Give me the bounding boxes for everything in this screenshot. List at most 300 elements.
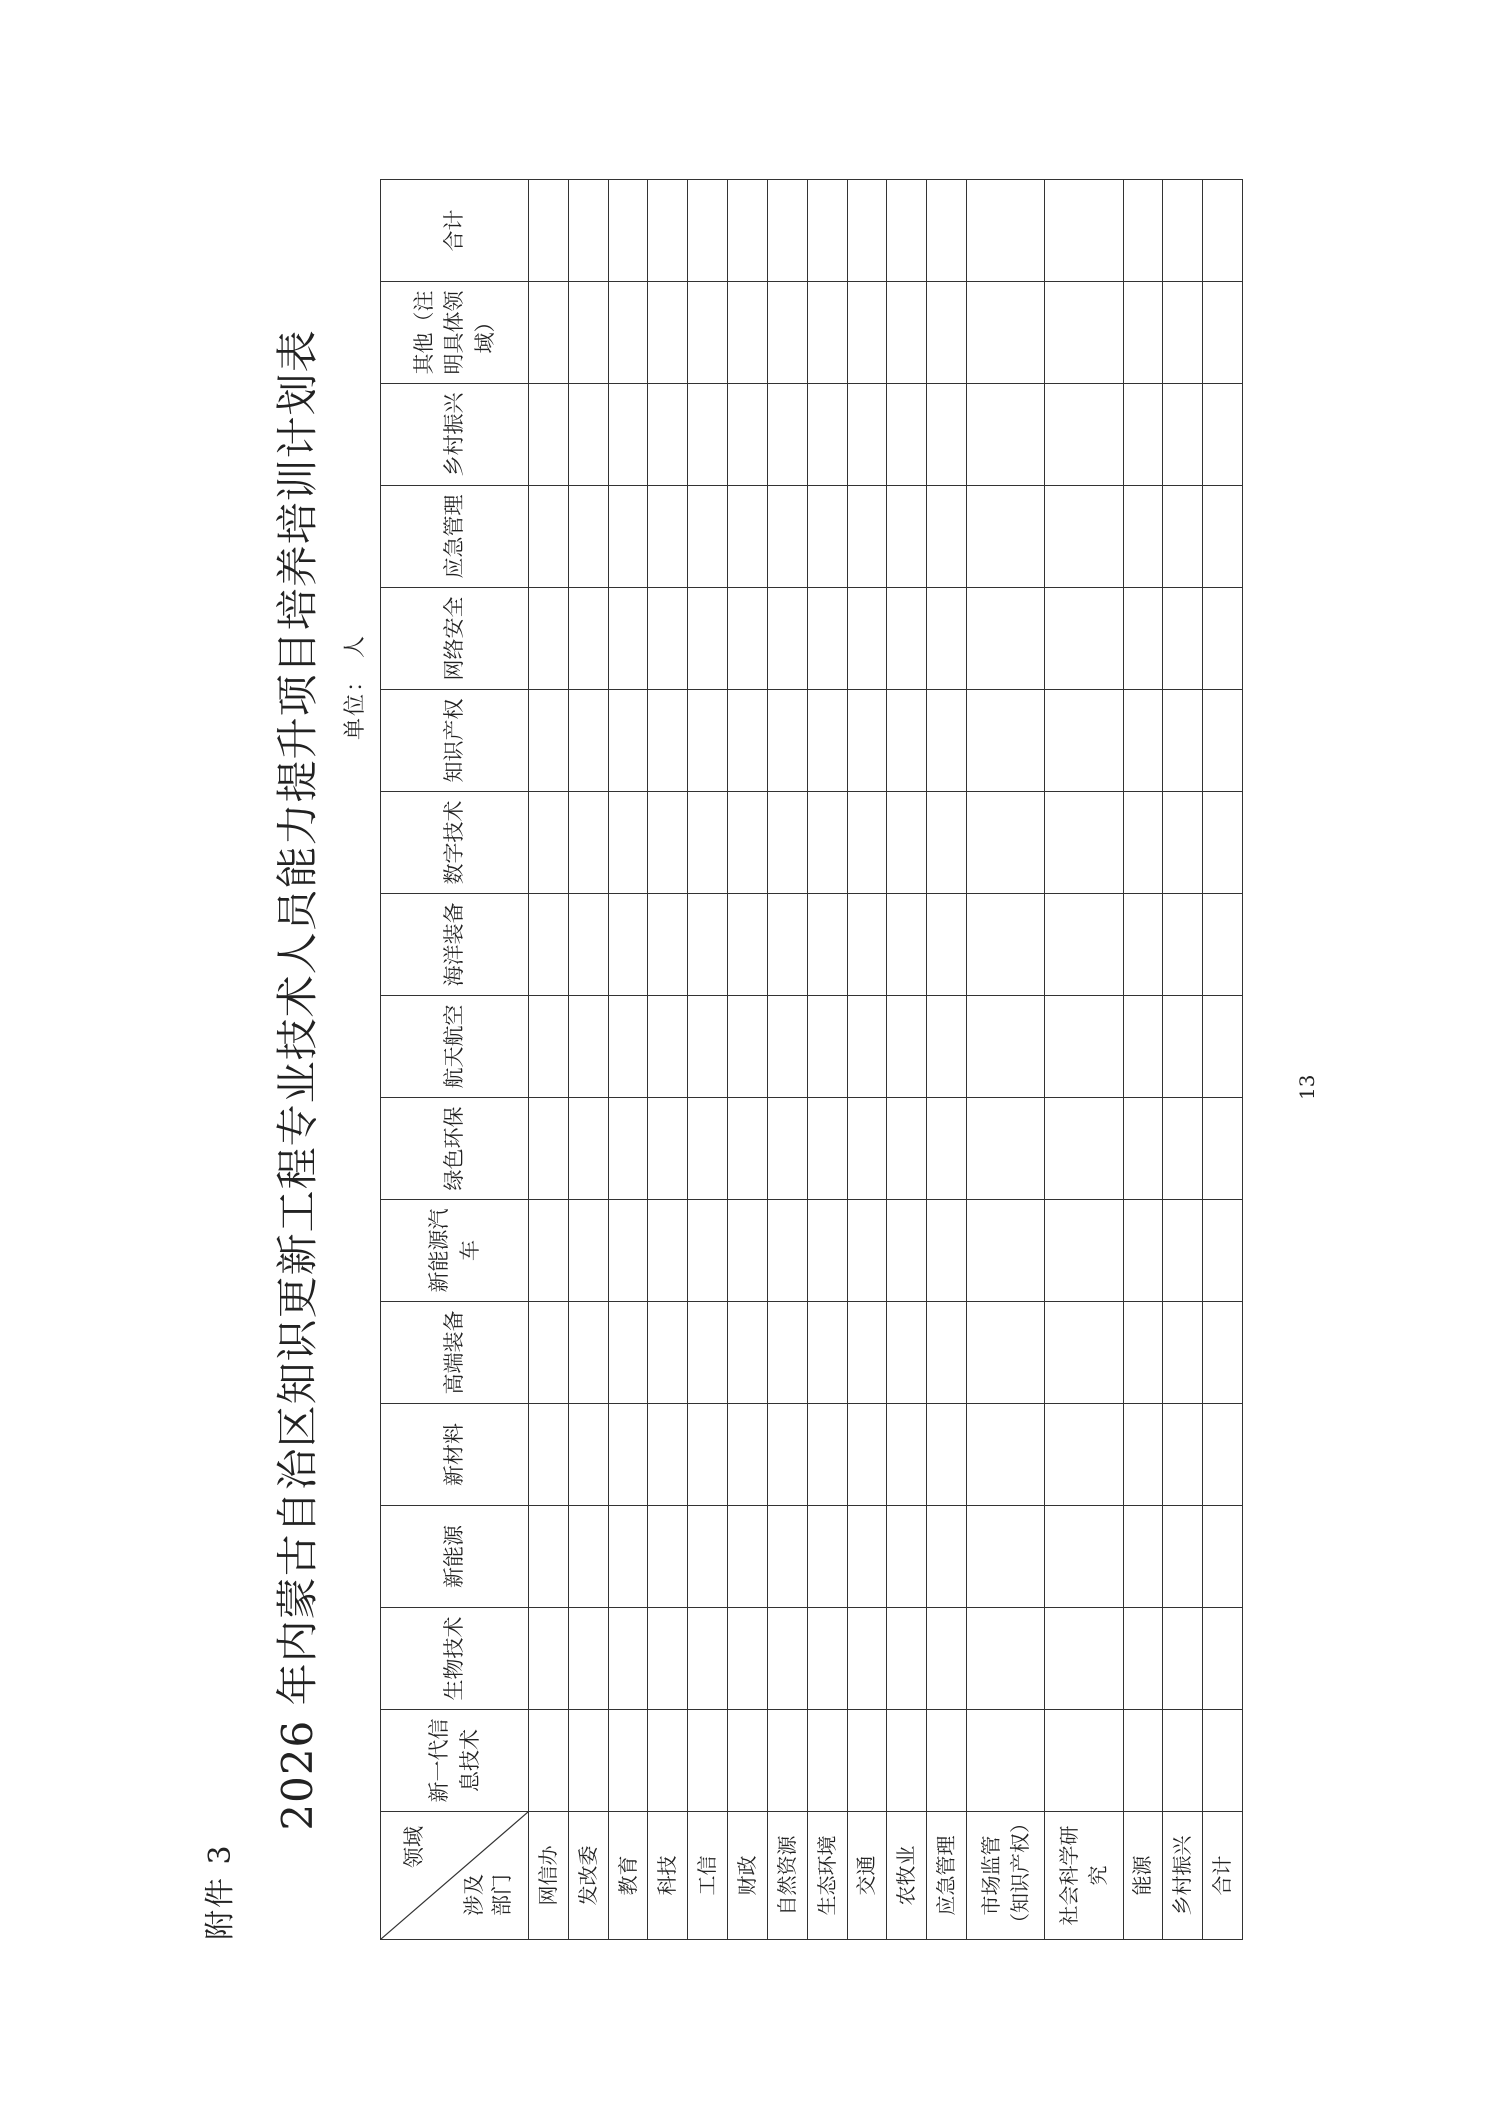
data-cell[interactable] — [847, 996, 887, 1098]
data-cell[interactable] — [767, 1200, 807, 1302]
data-cell[interactable] — [1123, 588, 1163, 690]
data-cell[interactable] — [1045, 180, 1123, 282]
data-cell[interactable] — [688, 690, 728, 792]
data-cell[interactable] — [1203, 486, 1243, 588]
data-cell[interactable] — [767, 486, 807, 588]
department-cell: 市场监管（知识产权） — [966, 1812, 1044, 1940]
unit-value: 人 — [343, 633, 368, 658]
data-cell[interactable] — [648, 690, 688, 792]
table-row — [1123, 180, 1163, 1940]
data-cell[interactable] — [648, 1710, 688, 1812]
data-cell[interactable] — [847, 180, 887, 282]
data-cell[interactable] — [688, 894, 728, 996]
data-cell[interactable] — [927, 690, 967, 792]
data-cell[interactable] — [688, 996, 728, 1098]
department-cell: 农牧业 — [887, 1812, 927, 1940]
data-cell[interactable] — [966, 1098, 1044, 1200]
data-cell[interactable] — [1203, 1302, 1243, 1404]
column-header: 其他（注明具体领域） — [381, 282, 529, 384]
table-row — [966, 180, 1044, 1940]
data-cell[interactable] — [847, 588, 887, 690]
data-cell[interactable] — [927, 1200, 967, 1302]
data-cell[interactable] — [1203, 792, 1243, 894]
data-cell[interactable] — [887, 996, 927, 1098]
data-cell[interactable] — [1045, 894, 1123, 996]
column-header: 网络安全 — [381, 588, 529, 690]
data-cell[interactable] — [767, 1098, 807, 1200]
data-cell[interactable] — [529, 384, 569, 486]
data-cell[interactable] — [807, 486, 847, 588]
data-cell[interactable] — [648, 486, 688, 588]
data-cell[interactable] — [807, 384, 847, 486]
data-cell[interactable] — [847, 384, 887, 486]
data-cell[interactable] — [927, 1404, 967, 1506]
data-cell[interactable] — [1163, 792, 1203, 894]
data-cell[interactable] — [966, 588, 1044, 690]
data-cell[interactable] — [728, 282, 768, 384]
data-cell[interactable] — [648, 1200, 688, 1302]
data-cell[interactable] — [1163, 180, 1203, 282]
data-cell[interactable] — [648, 588, 688, 690]
data-cell[interactable] — [728, 690, 768, 792]
department-cell: 合计 — [1203, 1812, 1243, 1940]
data-cell[interactable] — [1045, 996, 1123, 1098]
department-cell: 交通 — [847, 1812, 887, 1940]
data-cell[interactable] — [1163, 282, 1203, 384]
data-cell[interactable] — [648, 1098, 688, 1200]
data-cell[interactable] — [767, 1710, 807, 1812]
data-cell[interactable] — [648, 894, 688, 996]
data-cell[interactable] — [1045, 588, 1123, 690]
data-cell[interactable] — [966, 384, 1044, 486]
data-cell[interactable] — [807, 1404, 847, 1506]
data-cell[interactable] — [568, 282, 608, 384]
data-cell[interactable] — [966, 996, 1044, 1098]
data-cell[interactable] — [608, 486, 648, 588]
data-cell[interactable] — [688, 384, 728, 486]
data-cell[interactable] — [648, 180, 688, 282]
table-row — [887, 180, 927, 1940]
corner-header-cell — [381, 1812, 529, 1940]
training-plan-table — [380, 179, 1243, 1940]
column-header: 高端装备 — [381, 1302, 529, 1404]
data-cell[interactable] — [1163, 1710, 1203, 1812]
data-cell[interactable] — [1163, 588, 1203, 690]
data-cell[interactable] — [887, 690, 927, 792]
data-cell[interactable] — [807, 690, 847, 792]
data-cell[interactable] — [568, 1200, 608, 1302]
data-cell[interactable] — [529, 1404, 569, 1506]
data-cell[interactable] — [608, 1404, 648, 1506]
data-cell[interactable] — [767, 384, 807, 486]
data-cell[interactable] — [807, 1608, 847, 1710]
department-cell: 社会科学研究 — [1045, 1812, 1123, 1940]
data-cell[interactable] — [1045, 792, 1123, 894]
data-cell[interactable] — [807, 894, 847, 996]
data-cell[interactable] — [927, 1302, 967, 1404]
data-cell[interactable] — [887, 384, 927, 486]
data-cell[interactable] — [847, 1404, 887, 1506]
column-header: 合计 — [381, 180, 529, 282]
data-cell[interactable] — [529, 1200, 569, 1302]
data-cell[interactable] — [807, 996, 847, 1098]
data-cell[interactable] — [529, 894, 569, 996]
data-cell[interactable] — [927, 180, 967, 282]
data-cell[interactable] — [767, 282, 807, 384]
data-cell[interactable] — [568, 996, 608, 1098]
data-cell[interactable] — [648, 1506, 688, 1608]
data-cell[interactable] — [807, 588, 847, 690]
data-cell[interactable] — [1203, 1608, 1243, 1710]
data-cell[interactable] — [927, 1710, 967, 1812]
data-cell[interactable] — [847, 1302, 887, 1404]
department-cell: 发改委 — [568, 1812, 608, 1940]
data-cell[interactable] — [1203, 180, 1243, 282]
data-cell[interactable] — [847, 1608, 887, 1710]
data-cell[interactable] — [927, 996, 967, 1098]
data-cell[interactable] — [1123, 384, 1163, 486]
data-cell[interactable] — [927, 1098, 967, 1200]
data-cell[interactable] — [887, 282, 927, 384]
data-cell[interactable] — [767, 1404, 807, 1506]
data-cell[interactable] — [1163, 1200, 1203, 1302]
data-cell[interactable] — [608, 282, 648, 384]
column-header: 知识产权 — [381, 690, 529, 792]
column-header: 新一代信息技术 — [381, 1710, 529, 1812]
data-cell[interactable] — [608, 180, 648, 282]
data-cell[interactable] — [688, 180, 728, 282]
data-cell[interactable] — [688, 588, 728, 690]
data-cell[interactable] — [688, 1506, 728, 1608]
data-cell[interactable] — [1123, 486, 1163, 588]
data-cell[interactable] — [767, 792, 807, 894]
data-cell[interactable] — [728, 486, 768, 588]
data-cell[interactable] — [1163, 1302, 1203, 1404]
data-cell[interactable] — [688, 1608, 728, 1710]
data-cell[interactable] — [887, 486, 927, 588]
data-cell[interactable] — [568, 486, 608, 588]
data-cell[interactable] — [568, 894, 608, 996]
table-header-row — [381, 180, 529, 1940]
data-cell[interactable] — [529, 690, 569, 792]
data-cell[interactable] — [608, 1710, 648, 1812]
data-cell[interactable] — [568, 1404, 608, 1506]
data-cell[interactable] — [1045, 282, 1123, 384]
data-cell[interactable] — [767, 180, 807, 282]
data-cell[interactable] — [529, 180, 569, 282]
data-cell[interactable] — [807, 1098, 847, 1200]
table-row — [767, 180, 807, 1940]
data-cell[interactable] — [608, 690, 648, 792]
data-cell[interactable] — [1203, 1710, 1243, 1812]
data-cell[interactable] — [1163, 1098, 1203, 1200]
data-cell[interactable] — [847, 690, 887, 792]
table-row — [1203, 180, 1243, 1940]
data-cell[interactable] — [887, 1200, 927, 1302]
data-cell[interactable] — [728, 792, 768, 894]
data-cell[interactable] — [927, 384, 967, 486]
column-header: 生物技术 — [381, 1608, 529, 1710]
data-cell[interactable] — [767, 1302, 807, 1404]
data-cell[interactable] — [1163, 1608, 1203, 1710]
data-cell[interactable] — [1045, 486, 1123, 588]
data-cell[interactable] — [927, 282, 967, 384]
data-cell[interactable] — [529, 1710, 569, 1812]
data-cell[interactable] — [966, 1608, 1044, 1710]
data-cell[interactable] — [568, 384, 608, 486]
department-cell: 科技 — [648, 1812, 688, 1940]
data-cell[interactable] — [847, 792, 887, 894]
data-cell[interactable] — [648, 996, 688, 1098]
data-cell[interactable] — [1203, 588, 1243, 690]
data-cell[interactable] — [529, 588, 569, 690]
data-cell[interactable] — [1203, 1404, 1243, 1506]
data-cell[interactable] — [648, 1608, 688, 1710]
data-cell[interactable] — [728, 588, 768, 690]
data-cell[interactable] — [1163, 894, 1203, 996]
department-cell: 工信 — [688, 1812, 728, 1940]
data-cell[interactable] — [927, 588, 967, 690]
data-cell[interactable] — [966, 1710, 1044, 1812]
data-cell[interactable] — [608, 894, 648, 996]
data-cell[interactable] — [1163, 996, 1203, 1098]
data-cell[interactable] — [767, 588, 807, 690]
data-cell[interactable] — [1203, 690, 1243, 792]
data-cell[interactable] — [887, 894, 927, 996]
data-cell[interactable] — [568, 1302, 608, 1404]
data-cell[interactable] — [767, 996, 807, 1098]
data-cell[interactable] — [648, 282, 688, 384]
data-cell[interactable] — [688, 1710, 728, 1812]
data-cell[interactable] — [1123, 1098, 1163, 1200]
data-cell[interactable] — [1123, 690, 1163, 792]
column-header: 数字技术 — [381, 792, 529, 894]
department-cell: 网信办 — [529, 1812, 569, 1940]
column-header: 新材料 — [381, 1404, 529, 1506]
data-cell[interactable] — [847, 486, 887, 588]
data-cell[interactable] — [608, 1302, 648, 1404]
data-cell[interactable] — [847, 1710, 887, 1812]
unit-line — [338, 634, 369, 740]
data-cell[interactable] — [688, 1302, 728, 1404]
data-cell[interactable] — [568, 1608, 608, 1710]
department-cell: 应急管理 — [927, 1812, 967, 1940]
data-cell[interactable] — [529, 1506, 569, 1608]
data-cell[interactable] — [1163, 1404, 1203, 1506]
data-cell[interactable] — [608, 996, 648, 1098]
data-cell[interactable] — [767, 1608, 807, 1710]
data-cell[interactable] — [608, 1200, 648, 1302]
data-cell[interactable] — [1045, 1608, 1123, 1710]
data-cell[interactable] — [887, 588, 927, 690]
data-cell[interactable] — [1163, 690, 1203, 792]
data-cell[interactable] — [688, 486, 728, 588]
data-cell[interactable] — [887, 1608, 927, 1710]
data-cell[interactable] — [887, 180, 927, 282]
data-cell[interactable] — [648, 1404, 688, 1506]
data-cell[interactable] — [1045, 1200, 1123, 1302]
data-cell[interactable] — [966, 1404, 1044, 1506]
data-cell[interactable] — [568, 180, 608, 282]
column-header: 新能源 — [381, 1506, 529, 1608]
page-number: 13 — [1295, 1074, 1319, 1100]
data-cell[interactable] — [966, 894, 1044, 996]
data-cell[interactable] — [767, 894, 807, 996]
table-row — [847, 180, 887, 1940]
department-cell: 财政 — [728, 1812, 768, 1940]
data-cell[interactable] — [688, 1200, 728, 1302]
data-cell[interactable] — [767, 1506, 807, 1608]
data-cell[interactable] — [608, 792, 648, 894]
table-row — [568, 180, 608, 1940]
data-cell[interactable] — [1123, 1710, 1163, 1812]
data-cell[interactable] — [1203, 384, 1243, 486]
data-cell[interactable] — [688, 1404, 728, 1506]
data-cell[interactable] — [568, 690, 608, 792]
attachment-label: 附件 3 — [203, 1843, 238, 1940]
data-cell[interactable] — [1045, 1404, 1123, 1506]
data-cell[interactable] — [927, 486, 967, 588]
data-cell[interactable] — [728, 1200, 768, 1302]
data-cell[interactable] — [887, 1302, 927, 1404]
data-cell[interactable] — [807, 180, 847, 282]
column-header: 乡村振兴 — [381, 384, 529, 486]
data-cell[interactable] — [966, 1506, 1044, 1608]
data-cell[interactable] — [927, 894, 967, 996]
table-row — [927, 180, 967, 1940]
data-cell[interactable] — [927, 792, 967, 894]
data-cell[interactable] — [608, 588, 648, 690]
data-cell[interactable] — [887, 1710, 927, 1812]
data-cell[interactable] — [728, 1506, 768, 1608]
data-cell[interactable] — [529, 1302, 569, 1404]
data-cell[interactable] — [1203, 1200, 1243, 1302]
data-cell[interactable] — [927, 1608, 967, 1710]
data-cell[interactable] — [1123, 894, 1163, 996]
data-cell[interactable] — [807, 1302, 847, 1404]
data-cell[interactable] — [927, 1506, 967, 1608]
data-cell[interactable] — [1163, 1506, 1203, 1608]
data-cell[interactable] — [1203, 1098, 1243, 1200]
data-cell[interactable] — [728, 180, 768, 282]
data-cell[interactable] — [728, 894, 768, 996]
data-cell[interactable] — [807, 1710, 847, 1812]
data-cell[interactable] — [529, 1098, 569, 1200]
data-cell[interactable] — [568, 588, 608, 690]
data-cell[interactable] — [529, 792, 569, 894]
data-cell[interactable] — [728, 1404, 768, 1506]
data-cell[interactable] — [887, 792, 927, 894]
data-cell[interactable] — [529, 1608, 569, 1710]
data-cell[interactable] — [1203, 282, 1243, 384]
data-cell[interactable] — [966, 282, 1044, 384]
data-cell[interactable] — [807, 1506, 847, 1608]
data-cell[interactable] — [688, 1098, 728, 1200]
data-cell[interactable] — [767, 690, 807, 792]
data-cell[interactable] — [568, 792, 608, 894]
data-cell[interactable] — [1045, 1302, 1123, 1404]
data-cell[interactable] — [688, 792, 728, 894]
table-row — [1163, 180, 1203, 1940]
corner-domain-label: 领域 — [402, 1826, 426, 1868]
data-cell[interactable] — [807, 1200, 847, 1302]
data-cell[interactable] — [1045, 1506, 1123, 1608]
data-cell[interactable] — [1123, 282, 1163, 384]
data-cell[interactable] — [847, 1506, 887, 1608]
table-row — [807, 180, 847, 1940]
data-cell[interactable] — [608, 384, 648, 486]
data-cell[interactable] — [1123, 1302, 1163, 1404]
data-cell[interactable] — [1203, 894, 1243, 996]
data-cell[interactable] — [648, 1302, 688, 1404]
data-cell[interactable] — [529, 486, 569, 588]
data-cell[interactable] — [847, 1200, 887, 1302]
data-cell[interactable] — [1045, 1098, 1123, 1200]
data-cell[interactable] — [728, 1710, 768, 1812]
data-cell[interactable] — [1163, 486, 1203, 588]
data-cell[interactable] — [608, 1098, 648, 1200]
department-cell: 能源 — [1123, 1812, 1163, 1940]
data-cell[interactable] — [1163, 384, 1203, 486]
unit-label: 单位： — [343, 667, 368, 740]
data-cell[interactable] — [966, 486, 1044, 588]
data-cell[interactable] — [807, 282, 847, 384]
data-cell[interactable] — [887, 1098, 927, 1200]
data-cell[interactable] — [529, 282, 569, 384]
data-cell[interactable] — [728, 1302, 768, 1404]
data-cell[interactable] — [887, 1404, 927, 1506]
data-cell[interactable] — [1123, 792, 1163, 894]
data-cell[interactable] — [966, 1302, 1044, 1404]
data-cell[interactable] — [1123, 1506, 1163, 1608]
data-cell[interactable] — [688, 282, 728, 384]
data-cell[interactable] — [966, 690, 1044, 792]
data-cell[interactable] — [966, 792, 1044, 894]
data-cell[interactable] — [648, 384, 688, 486]
data-cell[interactable] — [648, 792, 688, 894]
data-cell[interactable] — [1045, 1710, 1123, 1812]
data-cell[interactable] — [1203, 996, 1243, 1098]
data-cell[interactable] — [1045, 384, 1123, 486]
data-cell[interactable] — [847, 1098, 887, 1200]
data-cell[interactable] — [1123, 1608, 1163, 1710]
data-cell[interactable] — [568, 1710, 608, 1812]
data-cell[interactable] — [1123, 180, 1163, 282]
data-cell[interactable] — [887, 1506, 927, 1608]
data-cell[interactable] — [1123, 1200, 1163, 1302]
data-cell[interactable] — [966, 180, 1044, 282]
data-cell[interactable] — [728, 1608, 768, 1710]
data-cell[interactable] — [1203, 1506, 1243, 1608]
data-cell[interactable] — [1123, 1404, 1163, 1506]
data-cell[interactable] — [807, 792, 847, 894]
data-cell[interactable] — [728, 996, 768, 1098]
data-cell[interactable] — [728, 1098, 768, 1200]
data-cell[interactable] — [966, 1200, 1044, 1302]
data-cell[interactable] — [608, 1608, 648, 1710]
data-cell[interactable] — [728, 384, 768, 486]
column-header: 海洋装备 — [381, 894, 529, 996]
data-cell[interactable] — [529, 996, 569, 1098]
data-cell[interactable] — [847, 282, 887, 384]
table-row — [648, 180, 688, 1940]
data-cell[interactable] — [568, 1506, 608, 1608]
data-cell[interactable] — [847, 894, 887, 996]
data-cell[interactable] — [1045, 690, 1123, 792]
data-cell[interactable] — [608, 1506, 648, 1608]
data-cell[interactable] — [1123, 996, 1163, 1098]
data-cell[interactable] — [568, 1098, 608, 1200]
